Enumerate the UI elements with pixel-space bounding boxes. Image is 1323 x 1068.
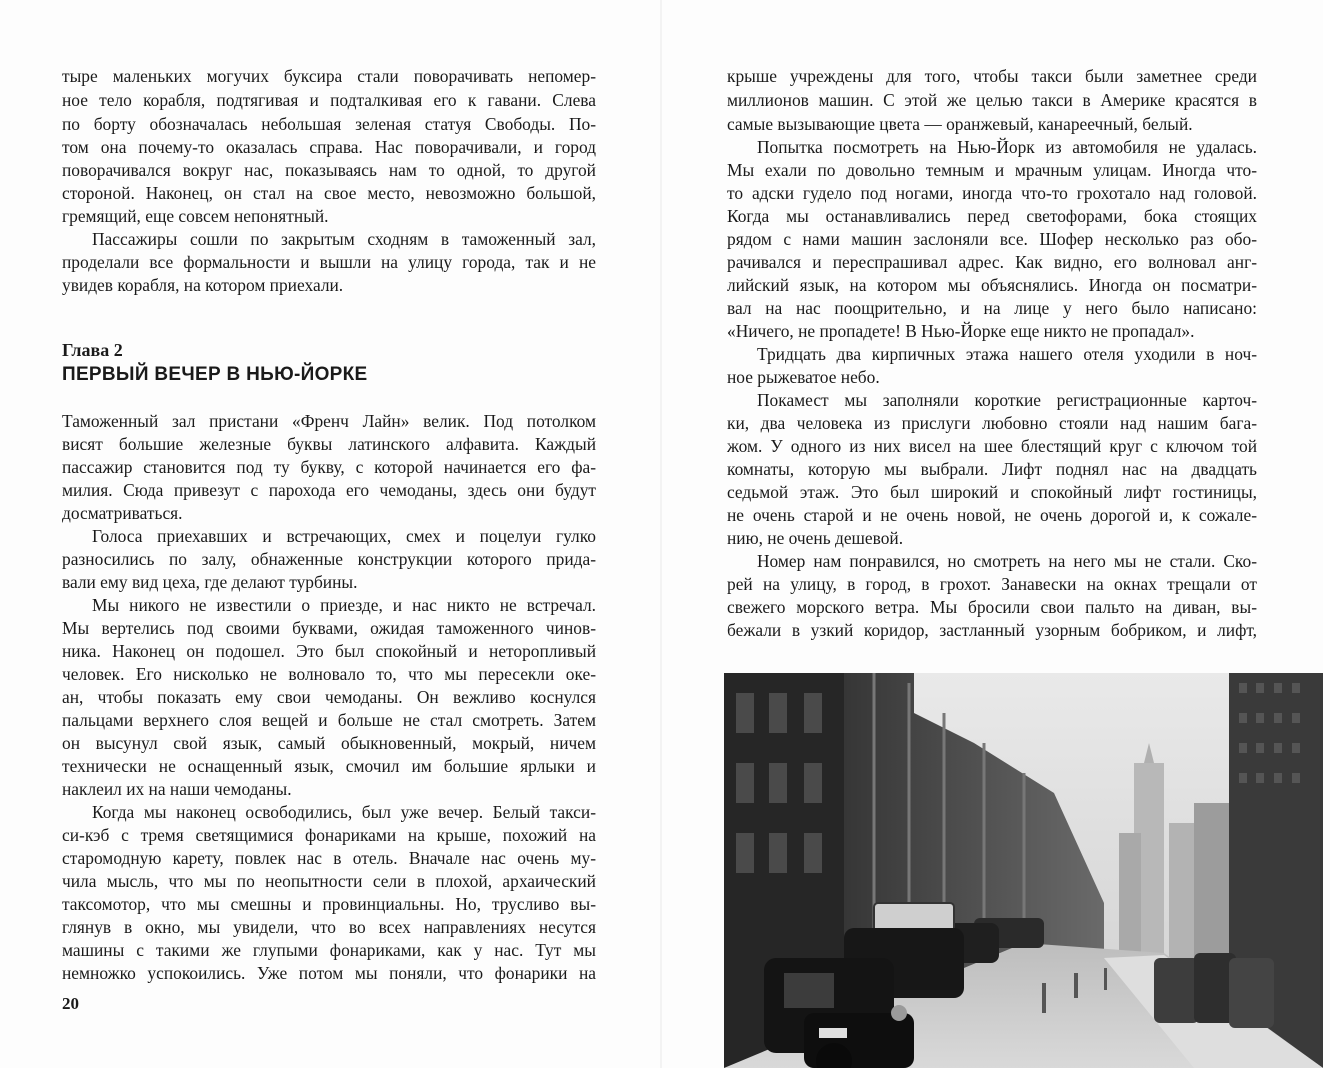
text-line: рядом с нами машин заслоняли все. Шофер несколько раз обо- <box>727 229 1257 249</box>
text-line: вал на нас поощрительно, и на лице у него было написано: <box>727 298 1257 318</box>
text-line: поворачивался вокруг нас, показываясь нам то одной, то другой <box>62 160 596 180</box>
text-line: Мы никого не известили о приезде, и нас никто не встречал. <box>92 595 596 615</box>
text-line: пальцами верхнего слоя вещей и больше не стал смотреть. Затем <box>62 710 596 730</box>
text-line: висят большие железные буквы латинского алфавита. Каждый <box>62 434 596 454</box>
text-line: том она почему-то оказалась справа. Нас поворачивали, и город <box>62 137 596 157</box>
text-line: ки, два человека из прислуги любовно стояли над нашим бага- <box>727 413 1257 433</box>
text-line: бежали в узкий коридор, застланный узорным бобриком, и лифт, <box>727 620 1257 640</box>
text-line: машины с такими же глупыми фонариками, как у нас. Тут мы <box>62 940 596 960</box>
text-line: Мы вертелись под своими буквами, ожидая таможенного чинов- <box>62 618 596 638</box>
text-line: Таможенный зал пристани «Френч Лайн» велик. Под потолком <box>62 411 596 431</box>
text-line: пассажир становится под ту букву, с которой начинается его фа- <box>62 457 596 477</box>
text-line: Мы ехали по довольно темным и мрачным улицам. Иногда что- <box>727 160 1257 180</box>
text-line: Пассажиры сошли по закрытым сходням в таможенный зал, <box>92 229 596 249</box>
text-line: ника. Наконец он подошел. Это был спокойный и неторопливый <box>62 641 596 661</box>
street-photo <box>724 673 1323 1068</box>
text-line: си-кэб с тремя светящимися фонариками на крыше, похожий на <box>62 825 596 845</box>
text-line: Голоса приехавших и встречающих, смех и поцелуи гулко <box>92 526 596 546</box>
text-line: самые вызывающие цвета — оранжевый, канареечный, белый. <box>727 114 1193 134</box>
text-line: свежего морского ветра. Мы бросили свои пальто на диван, вы- <box>727 597 1257 617</box>
text-line: жом. У одного из них висел на шее блестящий круг с ключом той <box>727 436 1257 456</box>
text-line: досматриваться. <box>62 503 183 523</box>
text-line: комнаты, которую мы выбрали. Лифт поднял нас на двадцать <box>727 459 1257 479</box>
text-line: миллионов машин. С этой же целью такси в Америке красятся в <box>727 90 1257 110</box>
text-line: ан, чтобы показать ему свои чемоданы. Он вежливо коснулся <box>62 687 596 707</box>
text-line: увидев корабля, на котором приехали. <box>62 275 344 295</box>
text-line: милия. Сюда привезут с парохода его чемоданы, здесь они будут <box>62 480 596 500</box>
text-line: Когда мы наконец освободились, был уже вечер. Белый такси- <box>92 802 596 822</box>
text-line: немножко успокоились. Уже потом мы поняли, что фонарики на <box>62 963 596 983</box>
text-line: тыре маленьких могучих буксира стали поворачивать непомер- <box>62 66 596 86</box>
book-gutter <box>660 0 662 1068</box>
text-line: Тридцать два кирпичных этажа нашего отеля уходили в ноч- <box>757 344 1257 364</box>
page-number: 20 <box>62 994 79 1013</box>
text-line: не очень старой и не очень новой, не очень дорогой и, к сожале- <box>727 505 1257 525</box>
text-line: рей на улицу, в город, в грохот. Занавески на окнах трещали от <box>727 574 1257 594</box>
text-line: лийский язык, на котором мы объяснялись. Иногда он посматри- <box>727 275 1257 295</box>
text-line: технически не оснащенный язык, смочил им большие ярлыки и <box>62 756 596 776</box>
text-line: Попытка посмотреть на Нью-Йорк из автомобиля не удалась. <box>757 137 1257 157</box>
text-line: рачивался и переспрашивал адрес. Как видно, его волновал анг- <box>727 252 1257 272</box>
text-line: Когда мы останавливались перед светофорами, бока стоящих <box>727 206 1257 226</box>
text-line: Номер нам понравился, но смотреть на него мы не стали. Ско- <box>757 551 1257 571</box>
text-line: ное тело корабля, подтягивая и подталкивая его к гавани. Слева <box>62 90 596 110</box>
text-line: гремящий, еще совсем непонятный. <box>62 206 329 226</box>
text-line: наклеил их на наши чемоданы. <box>62 779 292 799</box>
text-line: проделали все формальности и вышли на улицу города, так и не <box>62 252 596 272</box>
text-line: седьмой этаж. Это был широкий и спокойный лифт гостиницы, <box>727 482 1257 502</box>
text-line: глянув в окно, мы увидели, что во всех направлениях несутся <box>62 917 596 937</box>
text-line: стороной. Наконец, он стал на свое место, невозможно большой, <box>62 183 596 203</box>
text-line: чила мысль, что мы по неопытности сели в плохой, архаический <box>62 871 596 891</box>
text-line: «Ничего, не пропадете! В Нью-Йорке еще никто не пропадал». <box>727 321 1195 341</box>
text-line: Покамест мы заполняли короткие регистрационные карточ- <box>757 390 1257 410</box>
text-line: он высунул свой язык, самый обыкновенный, мокрый, ничем <box>62 733 596 753</box>
text-line: то адски гудело под ногами, иногда что-то грохотало над головой. <box>727 183 1257 203</box>
text-line: по борту обозначалась небольшая зеленая статуя Свободы. По- <box>62 114 596 134</box>
text-line: нию, не очень дешевой. <box>727 528 904 548</box>
text-line: вали ему вид цеха, где делают турбины. <box>62 572 358 592</box>
text-line: разносились по залу, обнаженные конструкции которого прида- <box>62 549 596 569</box>
text-line: старомодную карету, повлек нас в отель. Вначале нас очень му- <box>62 848 596 868</box>
chapter-label: Глава 2 <box>62 340 123 360</box>
text-line: ное рыжеватое небо. <box>727 367 880 387</box>
text-line: таксомотор, что мы смешны и провинциальны. Но, трусливо вы- <box>62 894 596 914</box>
text-line: человек. Его нисколько не волновало то, что мы пересекли оке- <box>62 664 596 684</box>
chapter-title: ПЕРВЫЙ ВЕЧЕР В НЬЮ-ЙОРКЕ <box>62 364 368 385</box>
text-line: крыше учреждены для того, чтобы такси были заметнее среди <box>727 66 1257 86</box>
